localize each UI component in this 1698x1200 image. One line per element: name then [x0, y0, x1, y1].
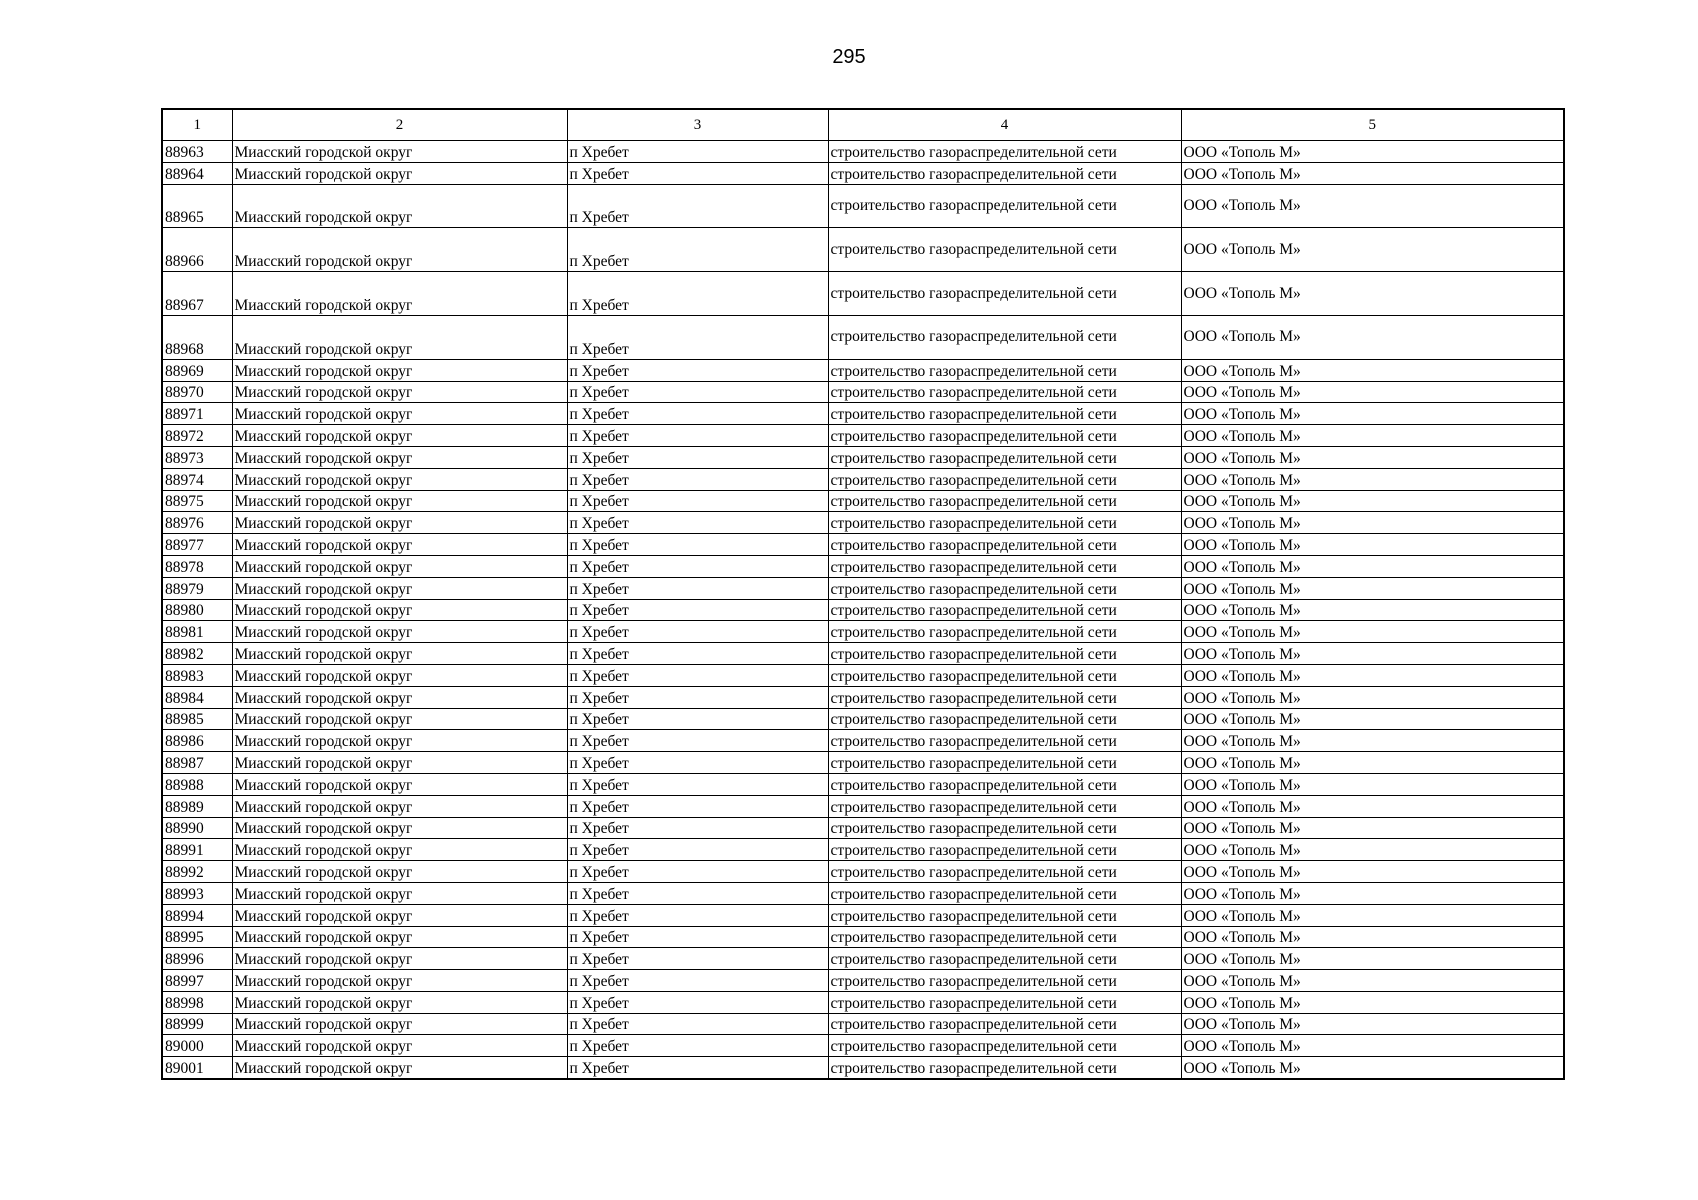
organization-cell: ООО «Тополь М» [1181, 534, 1564, 556]
purpose-cell: строительство газораспределительной сети [828, 555, 1181, 577]
purpose-cell: строительство газораспределительной сети [828, 468, 1181, 490]
organization-cell: ООО «Тополь М» [1181, 141, 1564, 163]
district-cell: Миасский городской округ [232, 882, 567, 904]
table-row [162, 621, 1564, 643]
table-row [162, 948, 1564, 970]
locality-cell: п Хребет [567, 381, 828, 403]
district-cell: Миасский городской округ [232, 599, 567, 621]
table-row [162, 425, 1564, 447]
row-number-cell: 88973 [162, 446, 232, 468]
district-cell: Миасский городской округ [232, 490, 567, 512]
row-number-cell: 89000 [162, 1035, 232, 1057]
organization-cell: ООО «Тополь М» [1181, 272, 1564, 316]
locality-cell: п Хребет [567, 555, 828, 577]
row-number-cell: 88979 [162, 577, 232, 599]
locality-cell: п Хребет [567, 991, 828, 1013]
locality-cell: п Хребет [567, 773, 828, 795]
registry-table [161, 108, 1565, 1080]
district-cell: Миасский городской округ [232, 1013, 567, 1035]
district-cell: Миасский городской округ [232, 446, 567, 468]
purpose-cell: строительство газораспределительной сети [828, 621, 1181, 643]
locality-cell: п Хребет [567, 468, 828, 490]
district-cell: Миасский городской округ [232, 162, 567, 184]
row-number-cell: 88971 [162, 403, 232, 425]
organization-cell: ООО «Тополь М» [1181, 708, 1564, 730]
column-header-1: 1 [162, 109, 232, 141]
row-number-cell: 88995 [162, 926, 232, 948]
purpose-cell: строительство газораспределительной сети [828, 752, 1181, 774]
organization-cell: ООО «Тополь М» [1181, 686, 1564, 708]
purpose-cell: строительство газораспределительной сети [828, 512, 1181, 534]
table-row [162, 817, 1564, 839]
purpose-cell: строительство газораспределительной сети [828, 446, 1181, 468]
district-cell: Миасский городской округ [232, 970, 567, 992]
purpose-cell: строительство газораспределительной сети [828, 534, 1181, 556]
organization-cell: ООО «Тополь М» [1181, 162, 1564, 184]
locality-cell: п Хребет [567, 184, 828, 228]
locality-cell: п Хребет [567, 359, 828, 381]
locality-cell: п Хребет [567, 882, 828, 904]
row-number-cell: 88965 [162, 184, 232, 228]
purpose-cell: строительство газораспределительной сети [828, 1013, 1181, 1035]
locality-cell: п Хребет [567, 599, 828, 621]
purpose-cell: строительство газораспределительной сети [828, 490, 1181, 512]
table-row [162, 534, 1564, 556]
row-number-cell: 88966 [162, 228, 232, 272]
district-cell: Миасский городской округ [232, 839, 567, 861]
locality-cell: п Хребет [567, 512, 828, 534]
district-cell: Миасский городской округ [232, 425, 567, 447]
table-row [162, 184, 1564, 228]
row-number-cell: 88964 [162, 162, 232, 184]
table-row [162, 359, 1564, 381]
row-number-cell: 88983 [162, 664, 232, 686]
row-number-cell: 88987 [162, 752, 232, 774]
district-cell: Миасский городской округ [232, 184, 567, 228]
row-number-cell: 88968 [162, 315, 232, 359]
purpose-cell: строительство газораспределительной сети [828, 773, 1181, 795]
district-cell: Миасский городской округ [232, 730, 567, 752]
purpose-cell: строительство газораспределительной сети [828, 664, 1181, 686]
organization-cell: ООО «Тополь М» [1181, 621, 1564, 643]
district-cell: Миасский городской округ [232, 752, 567, 774]
table-row [162, 1035, 1564, 1057]
organization-cell: ООО «Тополь М» [1181, 664, 1564, 686]
header-row [162, 109, 1564, 141]
purpose-cell: строительство газораспределительной сети [828, 904, 1181, 926]
locality-cell: п Хребет [567, 1035, 828, 1057]
purpose-cell: строительство газораспределительной сети [828, 1035, 1181, 1057]
table-row [162, 861, 1564, 883]
table-row [162, 904, 1564, 926]
organization-cell: ООО «Тополь М» [1181, 468, 1564, 490]
organization-cell: ООО «Тополь М» [1181, 403, 1564, 425]
row-number-cell: 88993 [162, 882, 232, 904]
purpose-cell: строительство газораспределительной сети [828, 425, 1181, 447]
purpose-cell: строительство газораспределительной сети [828, 795, 1181, 817]
table-row [162, 686, 1564, 708]
row-number-cell: 88976 [162, 512, 232, 534]
purpose-cell: строительство газораспределительной сети [828, 162, 1181, 184]
district-cell: Миасский городской округ [232, 359, 567, 381]
purpose-cell: строительство газораспределительной сети [828, 577, 1181, 599]
column-header-3: 3 [567, 109, 828, 141]
organization-cell: ООО «Тополь М» [1181, 599, 1564, 621]
locality-cell: п Хребет [567, 621, 828, 643]
district-cell: Миасский городской округ [232, 664, 567, 686]
table-row [162, 468, 1564, 490]
locality-cell: п Хребет [567, 534, 828, 556]
table-row [162, 490, 1564, 512]
purpose-cell: строительство газораспределительной сети [828, 359, 1181, 381]
district-cell: Миасский городской округ [232, 686, 567, 708]
table-row [162, 991, 1564, 1013]
row-number-cell: 88970 [162, 381, 232, 403]
table-row [162, 1057, 1564, 1079]
row-number-cell: 88985 [162, 708, 232, 730]
district-cell: Миасский городской округ [232, 795, 567, 817]
table-body [162, 141, 1564, 1079]
district-cell: Миасский городской округ [232, 708, 567, 730]
locality-cell: п Хребет [567, 926, 828, 948]
row-number-cell: 88994 [162, 904, 232, 926]
organization-cell: ООО «Тополь М» [1181, 1013, 1564, 1035]
organization-cell: ООО «Тополь М» [1181, 773, 1564, 795]
locality-cell: п Хребет [567, 1013, 828, 1035]
organization-cell: ООО «Тополь М» [1181, 184, 1564, 228]
locality-cell: п Хребет [567, 446, 828, 468]
row-number-cell: 88997 [162, 970, 232, 992]
district-cell: Миасский городской округ [232, 926, 567, 948]
row-number-cell: 88986 [162, 730, 232, 752]
purpose-cell: строительство газораспределительной сети [828, 228, 1181, 272]
row-number-cell: 88988 [162, 773, 232, 795]
district-cell: Миасский городской округ [232, 991, 567, 1013]
district-cell: Миасский городской округ [232, 272, 567, 316]
table-row [162, 752, 1564, 774]
row-number-cell: 88972 [162, 425, 232, 447]
purpose-cell: строительство газораспределительной сети [828, 403, 1181, 425]
district-cell: Миасский городской округ [232, 1035, 567, 1057]
organization-cell: ООО «Тополь М» [1181, 991, 1564, 1013]
organization-cell: ООО «Тополь М» [1181, 752, 1564, 774]
district-cell: Миасский городской округ [232, 773, 567, 795]
locality-cell: п Хребет [567, 817, 828, 839]
locality-cell: п Хребет [567, 315, 828, 359]
district-cell: Миасский городской округ [232, 948, 567, 970]
organization-cell: ООО «Тополь М» [1181, 577, 1564, 599]
purpose-cell: строительство газораспределительной сети [828, 1057, 1181, 1079]
column-header-4: 4 [828, 109, 1181, 141]
table-row [162, 446, 1564, 468]
locality-cell: п Хребет [567, 162, 828, 184]
table-row [162, 403, 1564, 425]
row-number-cell: 88996 [162, 948, 232, 970]
locality-cell: п Хребет [567, 730, 828, 752]
organization-cell: ООО «Тополь М» [1181, 446, 1564, 468]
row-number-cell: 88982 [162, 643, 232, 665]
locality-cell: п Хребет [567, 904, 828, 926]
row-number-cell: 88981 [162, 621, 232, 643]
row-number-cell: 88989 [162, 795, 232, 817]
organization-cell: ООО «Тополь М» [1181, 1057, 1564, 1079]
organization-cell: ООО «Тополь М» [1181, 425, 1564, 447]
locality-cell: п Хребет [567, 272, 828, 316]
organization-cell: ООО «Тополь М» [1181, 315, 1564, 359]
purpose-cell: строительство газораспределительной сети [828, 970, 1181, 992]
organization-cell: ООО «Тополь М» [1181, 1035, 1564, 1057]
table-row [162, 228, 1564, 272]
locality-cell: п Хребет [567, 141, 828, 163]
purpose-cell: строительство газораспределительной сети [828, 817, 1181, 839]
row-number-cell: 88991 [162, 839, 232, 861]
organization-cell: ООО «Тополь М» [1181, 882, 1564, 904]
purpose-cell: строительство газораспределительной сети [828, 861, 1181, 883]
locality-cell: п Хребет [567, 228, 828, 272]
purpose-cell: строительство газораспределительной сети [828, 882, 1181, 904]
locality-cell: п Хребет [567, 1057, 828, 1079]
purpose-cell: строительство газораспределительной сети [828, 643, 1181, 665]
locality-cell: п Хребет [567, 970, 828, 992]
locality-cell: п Хребет [567, 403, 828, 425]
purpose-cell: строительство газораспределительной сети [828, 730, 1181, 752]
district-cell: Миасский городской округ [232, 403, 567, 425]
locality-cell: п Хребет [567, 664, 828, 686]
organization-cell: ООО «Тополь М» [1181, 817, 1564, 839]
row-number-cell: 88992 [162, 861, 232, 883]
row-number-cell: 88974 [162, 468, 232, 490]
table-row [162, 599, 1564, 621]
purpose-cell: строительство газораспределительной сети [828, 184, 1181, 228]
organization-cell: ООО «Тополь М» [1181, 904, 1564, 926]
locality-cell: п Хребет [567, 425, 828, 447]
district-cell: Миасский городской округ [232, 141, 567, 163]
table-row [162, 1013, 1564, 1035]
district-cell: Миасский городской округ [232, 643, 567, 665]
organization-cell: ООО «Тополь М» [1181, 926, 1564, 948]
locality-cell: п Хребет [567, 839, 828, 861]
row-number-cell: 89001 [162, 1057, 232, 1079]
purpose-cell: строительство газораспределительной сети [828, 599, 1181, 621]
organization-cell: ООО «Тополь М» [1181, 861, 1564, 883]
table-row [162, 839, 1564, 861]
row-number-cell: 88984 [162, 686, 232, 708]
district-cell: Миасский городской округ [232, 555, 567, 577]
district-cell: Миасский городской округ [232, 904, 567, 926]
table-row [162, 162, 1564, 184]
organization-cell: ООО «Тополь М» [1181, 359, 1564, 381]
purpose-cell: строительство газораспределительной сети [828, 839, 1181, 861]
district-cell: Миасский городской округ [232, 621, 567, 643]
district-cell: Миасский городской округ [232, 861, 567, 883]
locality-cell: п Хребет [567, 795, 828, 817]
locality-cell: п Хребет [567, 752, 828, 774]
row-number-cell: 88998 [162, 991, 232, 1013]
table-row [162, 882, 1564, 904]
purpose-cell: строительство газораспределительной сети [828, 141, 1181, 163]
column-header-2: 2 [232, 109, 567, 141]
purpose-cell: строительство газораспределительной сети [828, 708, 1181, 730]
district-cell: Миасский городской округ [232, 534, 567, 556]
organization-cell: ООО «Тополь М» [1181, 512, 1564, 534]
table-row [162, 970, 1564, 992]
organization-cell: ООО «Тополь М» [1181, 795, 1564, 817]
page-number: 295 [832, 46, 866, 68]
purpose-cell: строительство газораспределительной сети [828, 381, 1181, 403]
organization-cell: ООО «Тополь М» [1181, 948, 1564, 970]
table-row [162, 512, 1564, 534]
row-number-cell: 88990 [162, 817, 232, 839]
purpose-cell: строительство газораспределительной сети [828, 991, 1181, 1013]
row-number-cell: 88975 [162, 490, 232, 512]
organization-cell: ООО «Тополь М» [1181, 730, 1564, 752]
purpose-cell: строительство газораспределительной сети [828, 315, 1181, 359]
organization-cell: ООО «Тополь М» [1181, 381, 1564, 403]
table-row [162, 555, 1564, 577]
district-cell: Миасский городской округ [232, 577, 567, 599]
table-row [162, 773, 1564, 795]
table-row [162, 141, 1564, 163]
purpose-cell: строительство газораспределительной сети [828, 686, 1181, 708]
district-cell: Миасский городской округ [232, 817, 567, 839]
table-row [162, 381, 1564, 403]
organization-cell: ООО «Тополь М» [1181, 555, 1564, 577]
locality-cell: п Хребет [567, 686, 828, 708]
table-row [162, 708, 1564, 730]
locality-cell: п Хребет [567, 861, 828, 883]
district-cell: Миасский городской округ [232, 228, 567, 272]
table-row [162, 272, 1564, 316]
locality-cell: п Хребет [567, 490, 828, 512]
organization-cell: ООО «Тополь М» [1181, 839, 1564, 861]
locality-cell: п Хребет [567, 643, 828, 665]
organization-cell: ООО «Тополь М» [1181, 643, 1564, 665]
district-cell: Миасский городской округ [232, 512, 567, 534]
table-row [162, 795, 1564, 817]
district-cell: Миасский городской округ [232, 1057, 567, 1079]
purpose-cell: строительство газораспределительной сети [828, 948, 1181, 970]
row-number-cell: 88999 [162, 1013, 232, 1035]
purpose-cell: строительство газораспределительной сети [828, 926, 1181, 948]
row-number-cell: 88969 [162, 359, 232, 381]
organization-cell: ООО «Тополь М» [1181, 490, 1564, 512]
row-number-cell: 88977 [162, 534, 232, 556]
row-number-cell: 88963 [162, 141, 232, 163]
locality-cell: п Хребет [567, 948, 828, 970]
district-cell: Миасский городской округ [232, 315, 567, 359]
table-row [162, 643, 1564, 665]
district-cell: Миасский городской округ [232, 468, 567, 490]
organization-cell: ООО «Тополь М» [1181, 228, 1564, 272]
row-number-cell: 88978 [162, 555, 232, 577]
column-header-5: 5 [1181, 109, 1564, 141]
table-row [162, 926, 1564, 948]
table-row [162, 730, 1564, 752]
table-row [162, 315, 1564, 359]
row-number-cell: 88967 [162, 272, 232, 316]
district-cell: Миасский городской округ [232, 381, 567, 403]
purpose-cell: строительство газораспределительной сети [828, 272, 1181, 316]
locality-cell: п Хребет [567, 577, 828, 599]
row-number-cell: 88980 [162, 599, 232, 621]
table-header [162, 109, 1564, 141]
organization-cell: ООО «Тополь М» [1181, 970, 1564, 992]
table-row [162, 577, 1564, 599]
table-row [162, 664, 1564, 686]
locality-cell: п Хребет [567, 708, 828, 730]
